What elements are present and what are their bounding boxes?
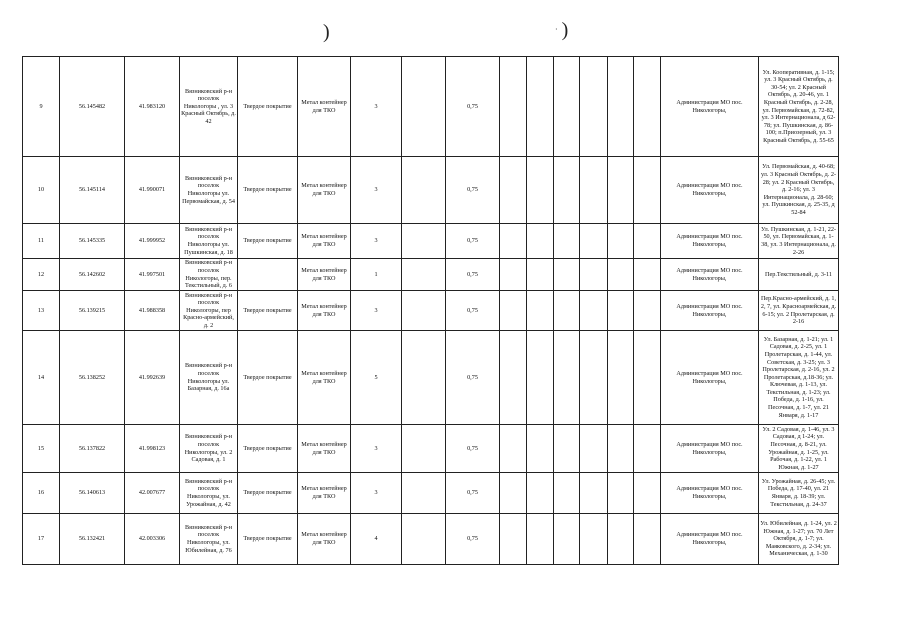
empty-cell: [402, 514, 446, 565]
empty-cell: [634, 157, 661, 224]
empty-cell: [580, 514, 608, 565]
surface-type: Твердое покрытие: [238, 57, 298, 157]
empty-cell: [608, 291, 634, 331]
empty-cell: [500, 291, 527, 331]
empty-cell: [634, 514, 661, 565]
page-marks: [0, 18, 905, 48]
latitude: 56.138252: [60, 331, 125, 425]
empty-cell: [580, 259, 608, 291]
served-streets: Ул. Урожайная, д. 26-45; ул. Победа, д. 17-40, ул. 21 Января, д. 18-39; ул. Текстильная, д. 24-37: [759, 473, 839, 514]
owner: Администрация МО пос. Никологоры,: [661, 331, 759, 425]
owner: Администрация МО пос. Никологоры,: [661, 425, 759, 473]
empty-cell: [527, 425, 554, 473]
row-number: 12: [23, 259, 60, 291]
owner: Администрация МО пос. Никологоры,: [661, 57, 759, 157]
container-volume: 0,75: [446, 331, 500, 425]
surface-type: Твердое покрытие: [238, 473, 298, 514]
empty-cell: [402, 259, 446, 291]
address: Вязниковский р-н поселок Никологоры ул. Базарная, д. 16а: [180, 331, 238, 425]
empty-cell: [608, 157, 634, 224]
container-volume: 0,75: [446, 57, 500, 157]
container-volume: 0,75: [446, 224, 500, 259]
owner: Администрация МО пос. Никологоры,: [661, 259, 759, 291]
empty-cell: [608, 224, 634, 259]
empty-cell: [554, 514, 580, 565]
empty-cell: [554, 473, 580, 514]
container-count: 3: [351, 157, 402, 224]
row-number: 13: [23, 291, 60, 331]
dot-mark: ·: [555, 25, 558, 34]
surface-type: Твердое покрытие: [238, 514, 298, 565]
latitude: 56.142602: [60, 259, 125, 291]
empty-cell: [402, 291, 446, 331]
container-type: Метал контейнер для ТКО: [298, 514, 351, 565]
container-type: Метал контейнер для ТКО: [298, 157, 351, 224]
row-number: 17: [23, 514, 60, 565]
empty-cell: [500, 259, 527, 291]
empty-cell: [554, 425, 580, 473]
empty-cell: [608, 514, 634, 565]
empty-cell: [634, 425, 661, 473]
owner: Администрация МО пос. Никологоры,: [661, 473, 759, 514]
empty-cell: [500, 514, 527, 565]
empty-cell: [500, 157, 527, 224]
empty-cell: [500, 331, 527, 425]
table-row: [23, 259, 839, 291]
row-number: 14: [23, 331, 60, 425]
longitude: 41.992639: [125, 331, 180, 425]
empty-cell: [527, 514, 554, 565]
container-count: 3: [351, 425, 402, 473]
container-type: Метал контейнер для ТКО: [298, 259, 351, 291]
latitude: 56.145335: [60, 224, 125, 259]
bracket-mark-right-glyph: ): [561, 19, 569, 41]
container-count: 3: [351, 57, 402, 157]
served-streets: Ул. Кооперативная, д. 1-15; ул. 3 Красный Октябрь, д. 30-54; ул. 2 Красный Октябрь, д. 20-46, ул. 1 Красный Октябрь, д. 2-28, ул. Первомайская, д. 72-82, ул. 3 Интернационала, д 62-78; ул. Пушкинская, д. 86-100; п.Приозерный, ул. 3 Красный Октябрь, д. 55-65: [759, 57, 839, 157]
empty-cell: [580, 425, 608, 473]
served-streets: Ул. Юбилейная, д. 1-24, ул. 2 Южная, д. 1-27; ул. 70 Лет Октября, д. 1-7; ул. Маяковского, д. 2-34; ул. Механическая, д. 1-30: [759, 514, 839, 565]
served-streets: Ул. Базарная, д. 1-21; ул. 1 Садовая, д. 2-25, ул. 1 Пролетарская, д. 1-44, ул. Советская, д. 3-25; ул. 3 Пролетарская, д. 2-16, ул. 2 Пролетарская, д.18-36; ул. Ключевая, д. 1-13, ул. Текстильная, д. 1-23; ул. Победа, д. 1-16, ул. Песочная, д. 1-7, ул. 21 Января, д. 1-17: [759, 331, 839, 425]
surface-type: Твердое покрытие: [238, 425, 298, 473]
bracket-mark-right: [555, 20, 568, 40]
empty-cell: [608, 57, 634, 157]
empty-cell: [527, 259, 554, 291]
table-row: [23, 473, 839, 514]
empty-cell: [402, 331, 446, 425]
container-count: 3: [351, 224, 402, 259]
container-count: 1: [351, 259, 402, 291]
empty-cell: [554, 157, 580, 224]
container-type: Метал контейнер для ТКО: [298, 331, 351, 425]
empty-cell: [580, 291, 608, 331]
container-count: 3: [351, 291, 402, 331]
surface-type: Твердое покрытие: [238, 331, 298, 425]
container-count: 3: [351, 473, 402, 514]
empty-cell: [527, 331, 554, 425]
empty-cell: [634, 57, 661, 157]
empty-cell: [580, 331, 608, 425]
latitude: 56.140613: [60, 473, 125, 514]
empty-cell: [554, 331, 580, 425]
container-volume: 0,75: [446, 259, 500, 291]
table-row: [23, 57, 839, 157]
empty-cell: [527, 157, 554, 224]
served-streets: Ул. Пушкинская, д. 1-21, 22-50, ул. Первомайская, д. 1-38, ул. 3 Интернационала, д. 2-26: [759, 224, 839, 259]
row-number: 11: [23, 224, 60, 259]
table-row: [23, 157, 839, 224]
container-type: Метал контейнер для ТКО: [298, 224, 351, 259]
row-number: 16: [23, 473, 60, 514]
empty-cell: [402, 57, 446, 157]
served-streets: Ул. 2 Садовая, д. 1-46, ул. 3 Садовая, д 1-24; ул. Песочная, д. 8-21, ул. Урожайная, д. 1-25, ул. Рабочая, д. 1-22, ул. 1 Южная, д. 1-27: [759, 425, 839, 473]
empty-cell: [554, 291, 580, 331]
longitude: 41.990071: [125, 157, 180, 224]
latitude: 56.145114: [60, 157, 125, 224]
empty-cell: [402, 425, 446, 473]
container-type: Метал контейнер для ТКО: [298, 57, 351, 157]
longitude: 42.003306: [125, 514, 180, 565]
address: Вязниковский р-н поселок Никологоры, ул. Урожайная, д. 42: [180, 473, 238, 514]
surface-type: Твердое покрытие: [238, 291, 298, 331]
empty-cell: [608, 425, 634, 473]
table-row: [23, 331, 839, 425]
table-row: [23, 514, 839, 565]
address: Вязниковский р-н поселок Никологоры ул. Первомайская, д. 54: [180, 157, 238, 224]
empty-cell: [402, 224, 446, 259]
empty-cell: [500, 224, 527, 259]
empty-cell: [634, 473, 661, 514]
address: Вязниковский р-н поселок Никологоры, ул. 2 Садовая, д. 1: [180, 425, 238, 473]
served-streets: Пер.Текстильный, д. 3-11: [759, 259, 839, 291]
empty-cell: [634, 224, 661, 259]
container-volume: 0,75: [446, 425, 500, 473]
address: Вязниковский р-н поселок Никологоры ул. Пушкинская, д. 18: [180, 224, 238, 259]
table-row: [23, 291, 839, 331]
container-volume: 0,75: [446, 514, 500, 565]
registry-table: [22, 56, 839, 565]
empty-cell: [500, 57, 527, 157]
row-number: 10: [23, 157, 60, 224]
empty-cell: [554, 57, 580, 157]
bracket-mark-left: ): [323, 21, 330, 43]
latitude: 56.132421: [60, 514, 125, 565]
address: Вязниковский р-н поселок Никологоры , ул. 3 Красный Октябрь, д. 42: [180, 57, 238, 157]
empty-cell: [500, 425, 527, 473]
container-volume: 0,75: [446, 157, 500, 224]
longitude: 42.007677: [125, 473, 180, 514]
empty-cell: [634, 331, 661, 425]
row-number: 15: [23, 425, 60, 473]
address: Вязниковский р-н поселок Никологоры, ул. Юбилейная, д. 76: [180, 514, 238, 565]
latitude: 56.145482: [60, 57, 125, 157]
surface-type: [238, 259, 298, 291]
owner: Администрация МО пос. Никологоры,: [661, 291, 759, 331]
longitude: 41.999952: [125, 224, 180, 259]
empty-cell: [527, 224, 554, 259]
container-count: 4: [351, 514, 402, 565]
longitude: 41.998123: [125, 425, 180, 473]
container-volume: 0,75: [446, 291, 500, 331]
empty-cell: [580, 157, 608, 224]
empty-cell: [554, 259, 580, 291]
empty-cell: [634, 291, 661, 331]
table-row: [23, 224, 839, 259]
empty-cell: [634, 259, 661, 291]
address: Вязниковский р-н поселок Никологоры, пер. Текстильный, д. 6: [180, 259, 238, 291]
longitude: 41.983120: [125, 57, 180, 157]
empty-cell: [580, 224, 608, 259]
empty-cell: [608, 259, 634, 291]
table-row: [23, 425, 839, 473]
empty-cell: [527, 57, 554, 157]
container-count: 5: [351, 331, 402, 425]
empty-cell: [527, 473, 554, 514]
row-number: 9: [23, 57, 60, 157]
latitude: 56.139215: [60, 291, 125, 331]
surface-type: Твердое покрытие: [238, 157, 298, 224]
empty-cell: [580, 473, 608, 514]
empty-cell: [402, 473, 446, 514]
empty-cell: [580, 57, 608, 157]
owner: Администрация МО пос. Никологоры,: [661, 224, 759, 259]
empty-cell: [608, 473, 634, 514]
longitude: 41.988358: [125, 291, 180, 331]
empty-cell: [527, 291, 554, 331]
container-volume: 0,75: [446, 473, 500, 514]
container-type: Метал контейнер для ТКО: [298, 425, 351, 473]
address: Вязниковский р-н поселок Никологоры, пер Красно-армейский, д. 2: [180, 291, 238, 331]
container-type: Метал контейнер для ТКО: [298, 473, 351, 514]
owner: Администрация МО пос. Никологоры,: [661, 157, 759, 224]
empty-cell: [608, 331, 634, 425]
surface-type: Твердое покрытие: [238, 224, 298, 259]
latitude: 56.137822: [60, 425, 125, 473]
container-type: Метал контейнер для ТКО: [298, 291, 351, 331]
empty-cell: [500, 473, 527, 514]
served-streets: Пер.Красно-армейский, д. 1, 2, 7, ул. Красноармейская, д. 6-15; ул. 2 Пролетарская, д. 2-16: [759, 291, 839, 331]
served-streets: Ул. Первомайская, д. 40-68; ул. 3 Красный Октябрь, д. 2-28; ул. 2 Красный Октябрь, д. 2-16; ул. 3 Интернационала, д. 28-60; ул. Пушкинская, д. 25-35, д 52-84: [759, 157, 839, 224]
empty-cell: [402, 157, 446, 224]
longitude: 41.997501: [125, 259, 180, 291]
empty-cell: [554, 224, 580, 259]
owner: Администрация МО пос. Никологоры,: [661, 514, 759, 565]
